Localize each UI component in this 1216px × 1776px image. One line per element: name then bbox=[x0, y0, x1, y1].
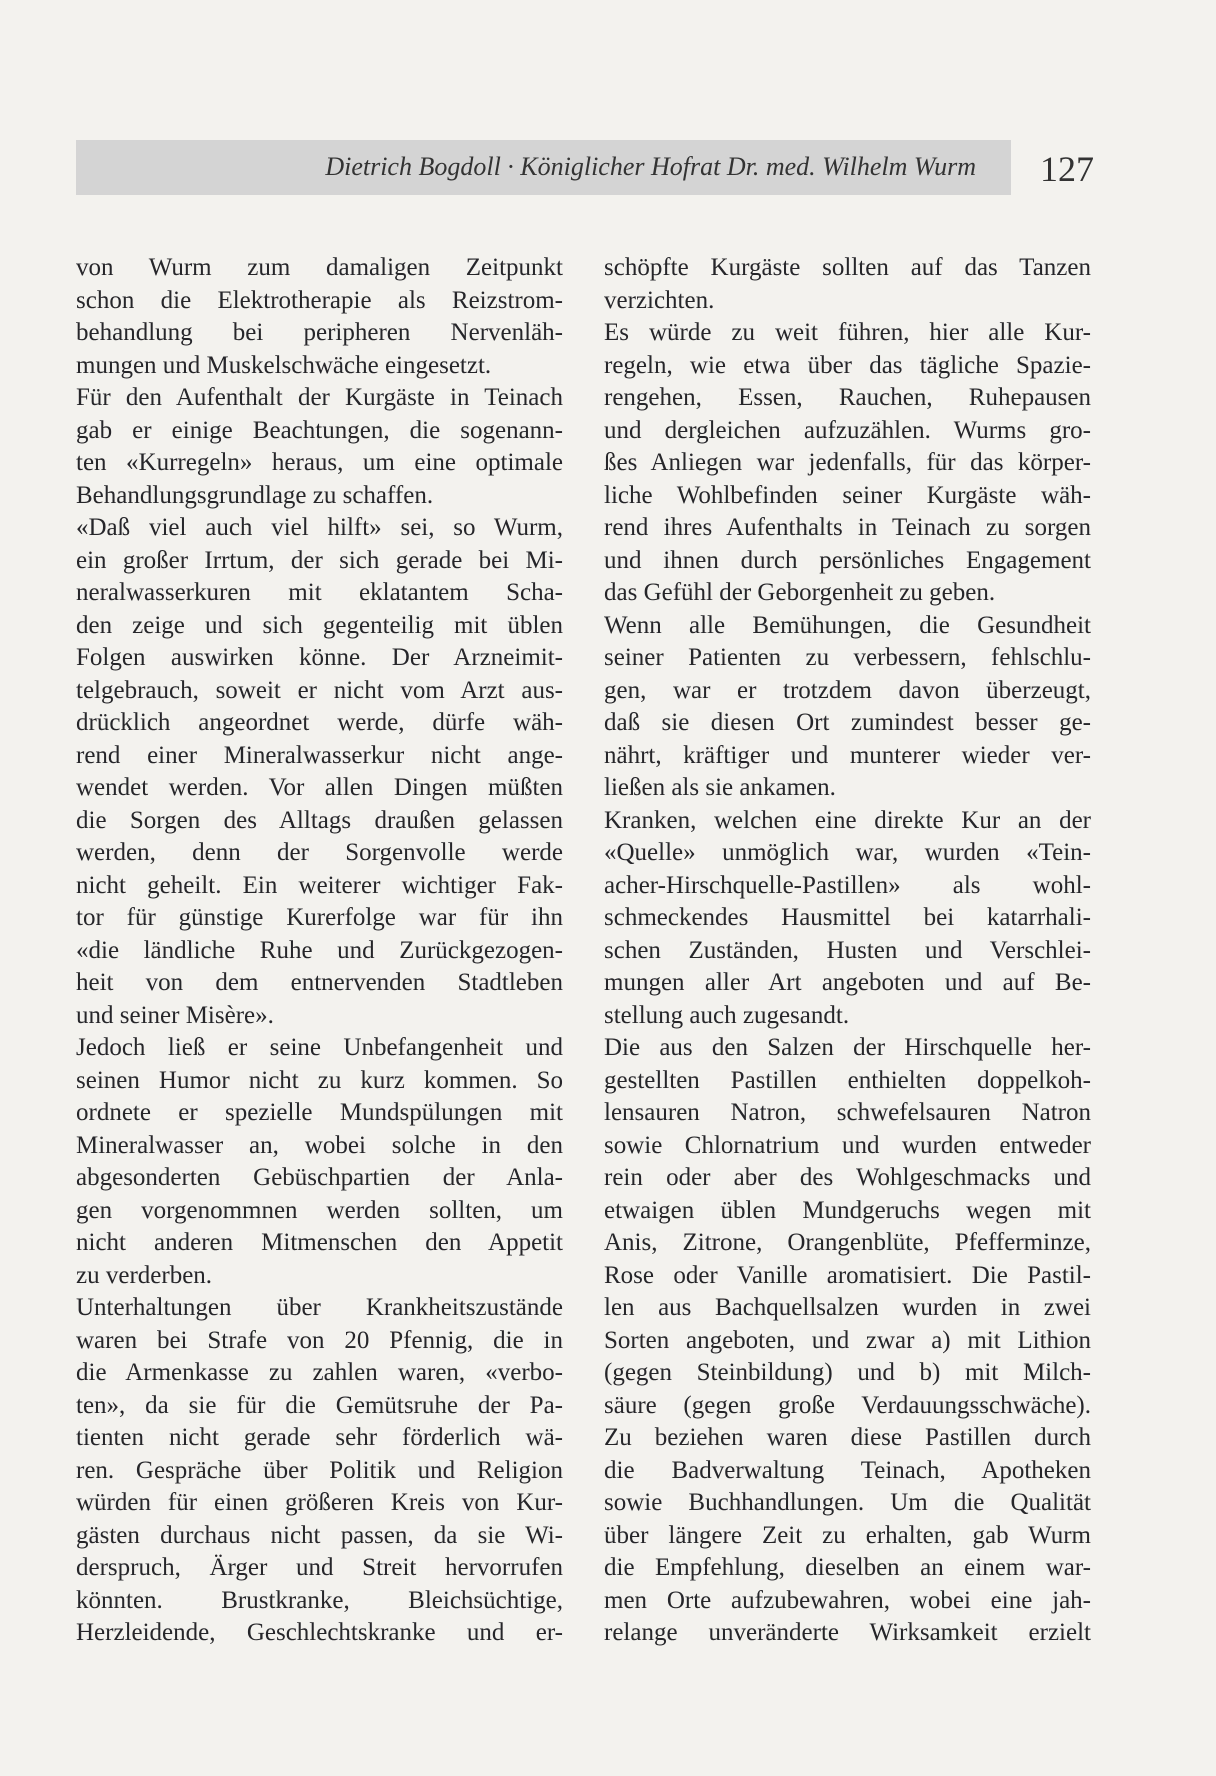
text-line: stellung auch zugesandt. bbox=[604, 1001, 850, 1029]
text-line: etwaigen üblen Mundgeruchs wegen mit bbox=[604, 1196, 1091, 1224]
text-line: die Badverwaltung Teinach, Apotheken bbox=[604, 1456, 1091, 1484]
text-line: men Orte aufzubewahren, wobei eine jah- bbox=[604, 1586, 1091, 1614]
text-line: mungen und Muskelschwäche eingesetzt. bbox=[76, 351, 492, 379]
text-line: würden für einen größeren Kreis von Kur- bbox=[76, 1489, 563, 1516]
text-line: neralwasserkuren mit eklatantem Scha- bbox=[76, 579, 563, 606]
right-text-column bbox=[604, 252, 1091, 1650]
text-line: wendet werden. Vor allen Dingen müßten bbox=[76, 774, 563, 801]
left-text-column bbox=[76, 252, 563, 1650]
text-line: Es würde zu weit führen, hier alle Kur- bbox=[604, 319, 1091, 346]
text-line: waren bei Strafe von 20 Pfennig, die in bbox=[76, 1326, 563, 1354]
text-line: tienten nicht gerade sehr förderlich wä- bbox=[76, 1424, 563, 1451]
text-line: derspruch, Ärger und Streit hervorrufen bbox=[76, 1554, 563, 1581]
text-line: gen vorgenommnen werden sollten, um bbox=[76, 1196, 563, 1224]
text-line: len aus Bachquellsalzen wurden in zwei bbox=[604, 1294, 1091, 1321]
page-number: 127 bbox=[1040, 149, 1094, 189]
text-line: rend ihres Aufenthalts in Teinach zu sorgen bbox=[604, 514, 1091, 541]
text-line: ten «Kurregeln» heraus, um eine optimale bbox=[76, 449, 563, 476]
text-line: heit von dem entnervenden Stadtleben bbox=[76, 969, 563, 996]
running-head: Dietrich Bogdoll · Königlicher Hofrat Dr. med. Wilhelm Wurm bbox=[325, 152, 976, 181]
text-line: schmeckendes Hausmittel bei katarrhali- bbox=[604, 904, 1091, 931]
text-line: rein oder aber des Wohlgeschmacks und bbox=[604, 1164, 1091, 1191]
text-line: regeln, wie etwa über das tägliche Spazie- bbox=[604, 351, 1091, 379]
text-line: schöpfte Kurgäste sollten auf das Tanzen bbox=[604, 254, 1091, 281]
text-line: säure (gegen große Verdauungsschwäche). bbox=[604, 1391, 1091, 1419]
text-line: Wenn alle Bemühungen, die Gesundheit bbox=[604, 611, 1091, 639]
text-line: den zeige und sich gegenteilig mit üblen bbox=[76, 611, 563, 639]
text-line: Unterhaltungen über Krankheitszustände bbox=[76, 1294, 563, 1321]
text-line: «die ländliche Ruhe und Zurückgezogen- bbox=[76, 936, 563, 964]
text-line: Für den Aufenthalt der Kurgäste in Teinach bbox=[76, 384, 563, 411]
text-line: ßes Anliegen war jedenfalls, für das körper- bbox=[604, 449, 1091, 476]
text-line: rengehen, Essen, Rauchen, Ruhepausen bbox=[604, 384, 1091, 411]
text-line: und ihnen durch persönliches Engagement bbox=[604, 546, 1091, 574]
text-line: nicht anderen Mitmenschen den Appetit bbox=[76, 1229, 563, 1256]
text-line: nährt, kräftiger und munterer wieder ver- bbox=[604, 741, 1091, 769]
text-line: behandlung bei peripheren Nervenläh- bbox=[76, 319, 563, 346]
text-line: die Empfehlung, dieselben an einem war- bbox=[604, 1554, 1091, 1581]
text-line: und dergleichen aufzuzählen. Wurms gro- bbox=[604, 416, 1091, 444]
text-line: telgebrauch, soweit er nicht vom Arzt aus- bbox=[76, 676, 563, 704]
text-line: schen Zuständen, Husten und Verschlei- bbox=[604, 936, 1091, 964]
text-line: sowie Chlornatrium und wurden entweder bbox=[604, 1131, 1091, 1159]
text-line: ten», da sie für die Gemütsruhe der Pa- bbox=[76, 1391, 563, 1419]
text-line: Jedoch ließ er seine Unbefangenheit und bbox=[76, 1034, 563, 1061]
text-line: und seiner Misère». bbox=[76, 1001, 274, 1029]
text-line: acher-Hirschquelle-Pastillen» als wohl- bbox=[604, 871, 1091, 899]
text-line: relange unveränderte Wirksamkeit erzielt bbox=[604, 1619, 1091, 1646]
text-line: Zu beziehen waren diese Pastillen durch bbox=[604, 1424, 1091, 1451]
text-line: die Sorgen des Alltags draußen gelassen bbox=[76, 806, 563, 834]
text-line: (gegen Steinbildung) und b) mit Milch- bbox=[604, 1359, 1091, 1386]
text-line: seinen Humor nicht zu kurz kommen. So bbox=[76, 1066, 563, 1094]
text-line: Herzleidende, Geschlechtskranke und er- bbox=[76, 1619, 563, 1646]
text-line: gästen durchaus nicht passen, da sie Wi- bbox=[76, 1521, 563, 1549]
text-line: von Wurm zum damaligen Zeitpunkt bbox=[76, 254, 563, 281]
text-line: Folgen auswirken könne. Der Arzneimit- bbox=[76, 644, 563, 671]
text-line: ren. Gespräche über Politik und Religion bbox=[76, 1456, 563, 1484]
text-line: Anis, Zitrone, Orangenblüte, Pfefferminze, bbox=[604, 1229, 1091, 1256]
text-line: lensauren Natron, schwefelsauren Natron bbox=[604, 1099, 1091, 1126]
text-line: zu verderben. bbox=[76, 1261, 213, 1289]
text-line: Mineralwasser an, wobei solche in den bbox=[76, 1131, 563, 1159]
text-line: ließen als sie ankamen. bbox=[604, 774, 836, 801]
text-line: Kranken, welchen eine direkte Kur an der bbox=[604, 806, 1091, 834]
text-line: ein großer Irrtum, der sich gerade bei Mi- bbox=[76, 546, 563, 574]
text-line: Sorten angeboten, und zwar a) mit Lithion bbox=[604, 1326, 1091, 1354]
text-line: daß sie diesen Ort zumindest besser ge- bbox=[604, 709, 1091, 736]
text-line: Rose oder Vanille aromatisiert. Die Pastil- bbox=[604, 1261, 1091, 1289]
text-line: gen, war er trotzdem davon überzeugt, bbox=[604, 676, 1091, 704]
text-line: schon die Elektrotherapie als Reizstrom- bbox=[76, 286, 563, 314]
text-line: die Armenkasse zu zahlen waren, «verbo- bbox=[76, 1359, 563, 1386]
text-line: könnten. Brustkranke, Bleichsüchtige, bbox=[76, 1586, 563, 1614]
text-line: liche Wohlbefinden seiner Kurgäste wäh- bbox=[604, 481, 1091, 509]
text-line: werden, denn der Sorgenvolle werde bbox=[76, 839, 563, 866]
text-line: über längere Zeit zu erhalten, gab Wurm bbox=[604, 1521, 1091, 1549]
text-line: gestellten Pastillen enthielten doppelkoh- bbox=[604, 1066, 1091, 1094]
text-line: gab er einige Beachtungen, die sogenann- bbox=[76, 416, 563, 444]
text-line: drücklich angeordnet werde, dürfe wäh- bbox=[76, 709, 563, 736]
text-line: nicht geheilt. Ein weiterer wichtiger Fak- bbox=[76, 871, 563, 899]
text-line: rend einer Mineralwasserkur nicht ange- bbox=[76, 741, 563, 769]
text-line: seiner Patienten zu verbessern, fehlschlu- bbox=[604, 644, 1091, 671]
text-line: Die aus den Salzen der Hirschquelle her- bbox=[604, 1034, 1091, 1061]
text-line: Behandlungsgrundlage zu schaffen. bbox=[76, 481, 434, 509]
text-line: «Daß viel auch viel hilft» sei, so Wurm, bbox=[76, 514, 563, 541]
text-line: sowie Buchhandlungen. Um die Qualität bbox=[604, 1489, 1091, 1516]
text-line: abgesonderten Gebüschpartien der Anla- bbox=[76, 1164, 563, 1191]
text-line: verzichten. bbox=[604, 286, 715, 314]
text-line: das Gefühl der Geborgenheit zu geben. bbox=[604, 579, 996, 606]
text-line: «Quelle» unmöglich war, wurden «Tein- bbox=[604, 839, 1091, 866]
text-line: mungen aller Art angeboten und auf Be- bbox=[604, 969, 1091, 996]
text-line: ordnete er spezielle Mundspülungen mit bbox=[76, 1099, 563, 1126]
text-line: tor für günstige Kurerfolge war für ihn bbox=[76, 904, 563, 931]
